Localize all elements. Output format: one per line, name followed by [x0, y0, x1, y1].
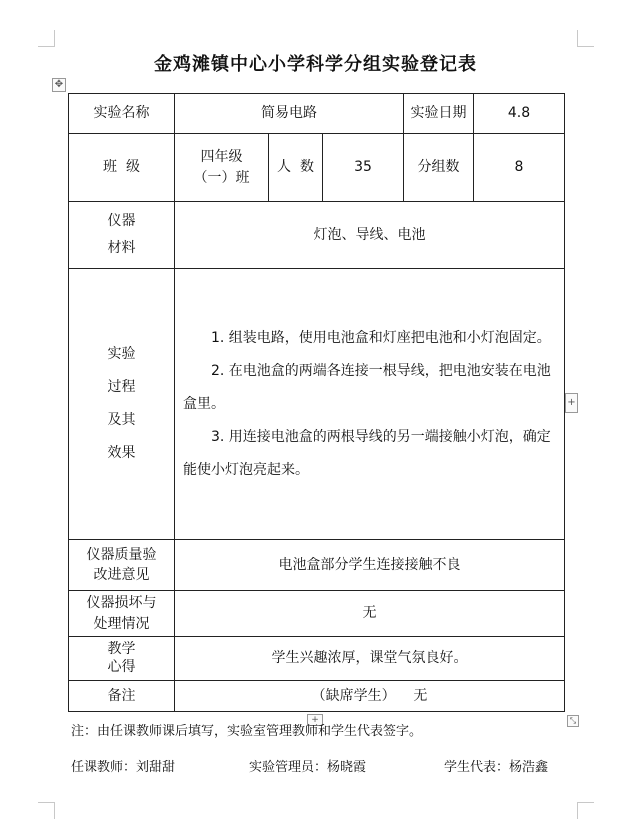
damage-value[interactable]: 无: [175, 591, 565, 637]
process-content[interactable]: [175, 269, 565, 540]
add-column-plus-icon[interactable]: +: [565, 393, 578, 413]
damage-label-line1: 仪器损坏与: [86, 595, 157, 612]
experiment-date-value[interactable]: 4.8: [474, 94, 565, 134]
class-value-line1: 四年级: [200, 149, 243, 166]
teaching-label-line2: 心得: [107, 658, 136, 675]
student-signature: 学生代表：杨浩鑫: [444, 760, 549, 775]
experiment-name-value[interactable]: 简易电路: [175, 94, 404, 134]
table-row: [69, 681, 565, 712]
quality-label-line1: 仪器质量验: [86, 546, 157, 563]
page-corner-mark-bottom-left: [38, 802, 55, 819]
materials-label: [69, 202, 175, 269]
process-label-line: 效果: [107, 445, 136, 461]
process-label-line: 实验: [107, 346, 136, 362]
process-label-line: 及其: [107, 412, 136, 428]
table-row: [69, 202, 565, 269]
teaching-label-line1: 教学: [107, 641, 136, 657]
table-move-handle-icon[interactable]: ✥: [52, 78, 66, 92]
class-value[interactable]: [175, 134, 269, 202]
process-label-line: 过程: [107, 379, 136, 395]
table-row: [69, 637, 565, 681]
damage-label: [69, 591, 175, 637]
table-row: [69, 591, 565, 637]
experiment-register-table: [68, 93, 565, 712]
group-count-label: 分组数: [404, 134, 474, 202]
student-count-value[interactable]: 35: [323, 134, 404, 202]
process-step: 1. 组装电路，使用电池盒和灯座把电池和小灯泡固定。: [211, 329, 551, 346]
table-resize-handle-icon[interactable]: ⤡: [567, 715, 579, 727]
remarks-value[interactable]: （缺席学生） 无: [175, 681, 565, 712]
materials-value[interactable]: 灯泡、导线、电池: [175, 202, 565, 269]
process-label: [69, 269, 175, 540]
materials-label-line2: 材料: [107, 240, 136, 256]
page-corner-mark-top-left: [38, 30, 55, 47]
teaching-value[interactable]: 学生兴趣浓厚，课堂气氛良好。: [175, 637, 565, 681]
process-step: 2. 在电池盒的两端各连接一根导线，把电池安装在电池盒里。: [183, 362, 551, 412]
page-corner-mark-bottom-right: [577, 802, 594, 819]
footer-note: 注：由任课教师课后填写，实验室管理教师和学生代表签字。: [71, 724, 423, 739]
class-label: 班 级: [69, 134, 175, 202]
experiment-date-label: 实验日期: [404, 94, 474, 134]
quality-label: [69, 540, 175, 591]
materials-label-line1: 仪器: [107, 213, 136, 230]
teacher-signature: 任课教师：刘甜甜: [71, 760, 176, 775]
group-count-value[interactable]: 8: [474, 134, 565, 202]
table-row: [69, 134, 565, 202]
manager-signature: 实验管理员：杨晓霞: [249, 760, 367, 775]
quality-label-line2: 改进意见: [93, 567, 150, 583]
student-count-label: 人 数: [269, 134, 323, 202]
table-row: [69, 269, 565, 540]
table-row: [69, 540, 565, 591]
add-row-plus-icon[interactable]: +: [307, 714, 323, 726]
damage-label-line2: 处理情况: [93, 615, 150, 632]
experiment-name-label: 实验名称: [69, 94, 175, 134]
process-step: 3. 用连接电池盒的两根导线的另一端接触小灯泡，确定能使小灯泡亮起来。: [183, 428, 551, 478]
table-row: [69, 94, 565, 134]
class-value-line2: （一）班: [193, 169, 250, 186]
document-title: 金鸡滩镇中心小学科学分组实验登记表: [154, 54, 477, 75]
remarks-label: 备注: [69, 681, 175, 712]
page-corner-mark-top-right: [577, 30, 594, 47]
quality-value[interactable]: 电池盒部分学生连接接触不良: [175, 540, 565, 591]
teaching-label: [69, 637, 175, 681]
